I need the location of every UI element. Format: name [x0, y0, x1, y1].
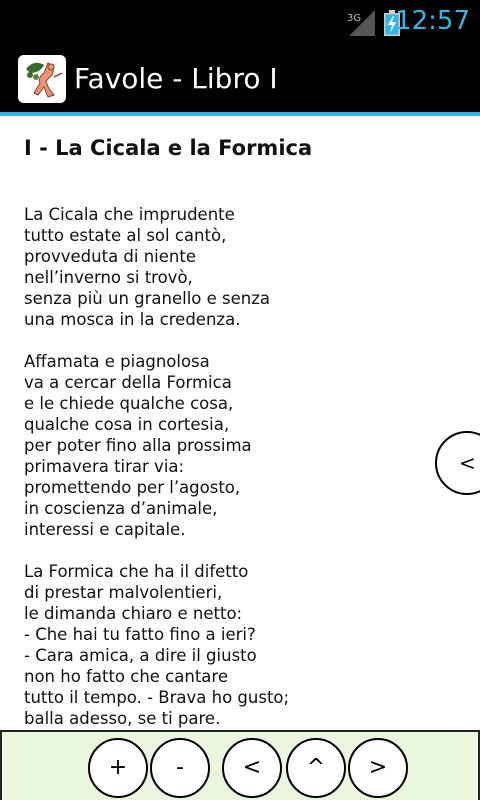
signal-3g-icon: [347, 10, 375, 36]
network-type-label: 3G: [347, 13, 362, 24]
poem-line: non ho fatto che cantare: [24, 667, 228, 686]
side-prev-button[interactable]: <: [435, 431, 480, 495]
poem-line: va a cercar della Formica: [24, 373, 232, 392]
poem-line: balla adesso, se ti pare.: [24, 709, 221, 728]
poem-title: I - La Cicala e la Formica: [24, 136, 313, 160]
poem-line: - Che hai tu fatto fino a ieri?: [24, 625, 256, 644]
up-button[interactable]: ^: [286, 738, 346, 798]
action-bar: [0, 48, 480, 112]
poem-line: provveduta di niente: [24, 247, 197, 266]
bottom-toolbar: [0, 730, 480, 800]
poem-line: nell’inverno si trovò,: [24, 268, 193, 287]
poem-line: qualche cosa in cortesia,: [24, 415, 230, 434]
app-logo-icon[interactable]: [18, 55, 66, 103]
poem-line: una mosca in la credenza.: [24, 310, 241, 329]
poem-body: [24, 204, 444, 729]
status-bar: [0, 0, 480, 48]
poem-line: senza più un granello e senza: [24, 289, 271, 308]
poem-line: in coscienza d’animale,: [24, 499, 218, 518]
poem-content[interactable]: [0, 116, 480, 730]
poem-line: per poter fino alla prossima: [24, 436, 252, 455]
status-clock: 12:57: [395, 6, 470, 36]
stanza-gap: [24, 540, 444, 561]
poem-line: La Cicala che imprudente: [24, 205, 235, 224]
zoom-out-button[interactable]: -: [150, 738, 210, 798]
poem-line: tutto estate al sol cantò,: [24, 226, 227, 245]
poem-line: La Formica che ha il difetto: [24, 562, 249, 581]
poem-line: interessi e capitale.: [24, 520, 186, 539]
poem-line: primavera tirar via:: [24, 457, 185, 476]
poem-line: - Cara amica, a dire il giusto: [24, 646, 257, 665]
poem-line: e le chiede qualche cosa,: [24, 394, 234, 413]
poem-line: Affamata e piagnolosa: [24, 352, 210, 371]
app-title: Favole - Libro I: [74, 62, 278, 95]
previous-button[interactable]: <: [222, 738, 282, 798]
poem-line: tutto il tempo. - Brava ho gusto;: [24, 688, 290, 707]
poem-line: di prestar malvolentieri,: [24, 583, 223, 602]
zoom-in-button[interactable]: +: [88, 738, 148, 798]
poem-line: promettendo per l’agosto,: [24, 478, 241, 497]
poem-line: le dimanda chiaro e netto:: [24, 604, 243, 623]
stanza-gap: [24, 330, 444, 351]
next-button[interactable]: >: [348, 738, 408, 798]
